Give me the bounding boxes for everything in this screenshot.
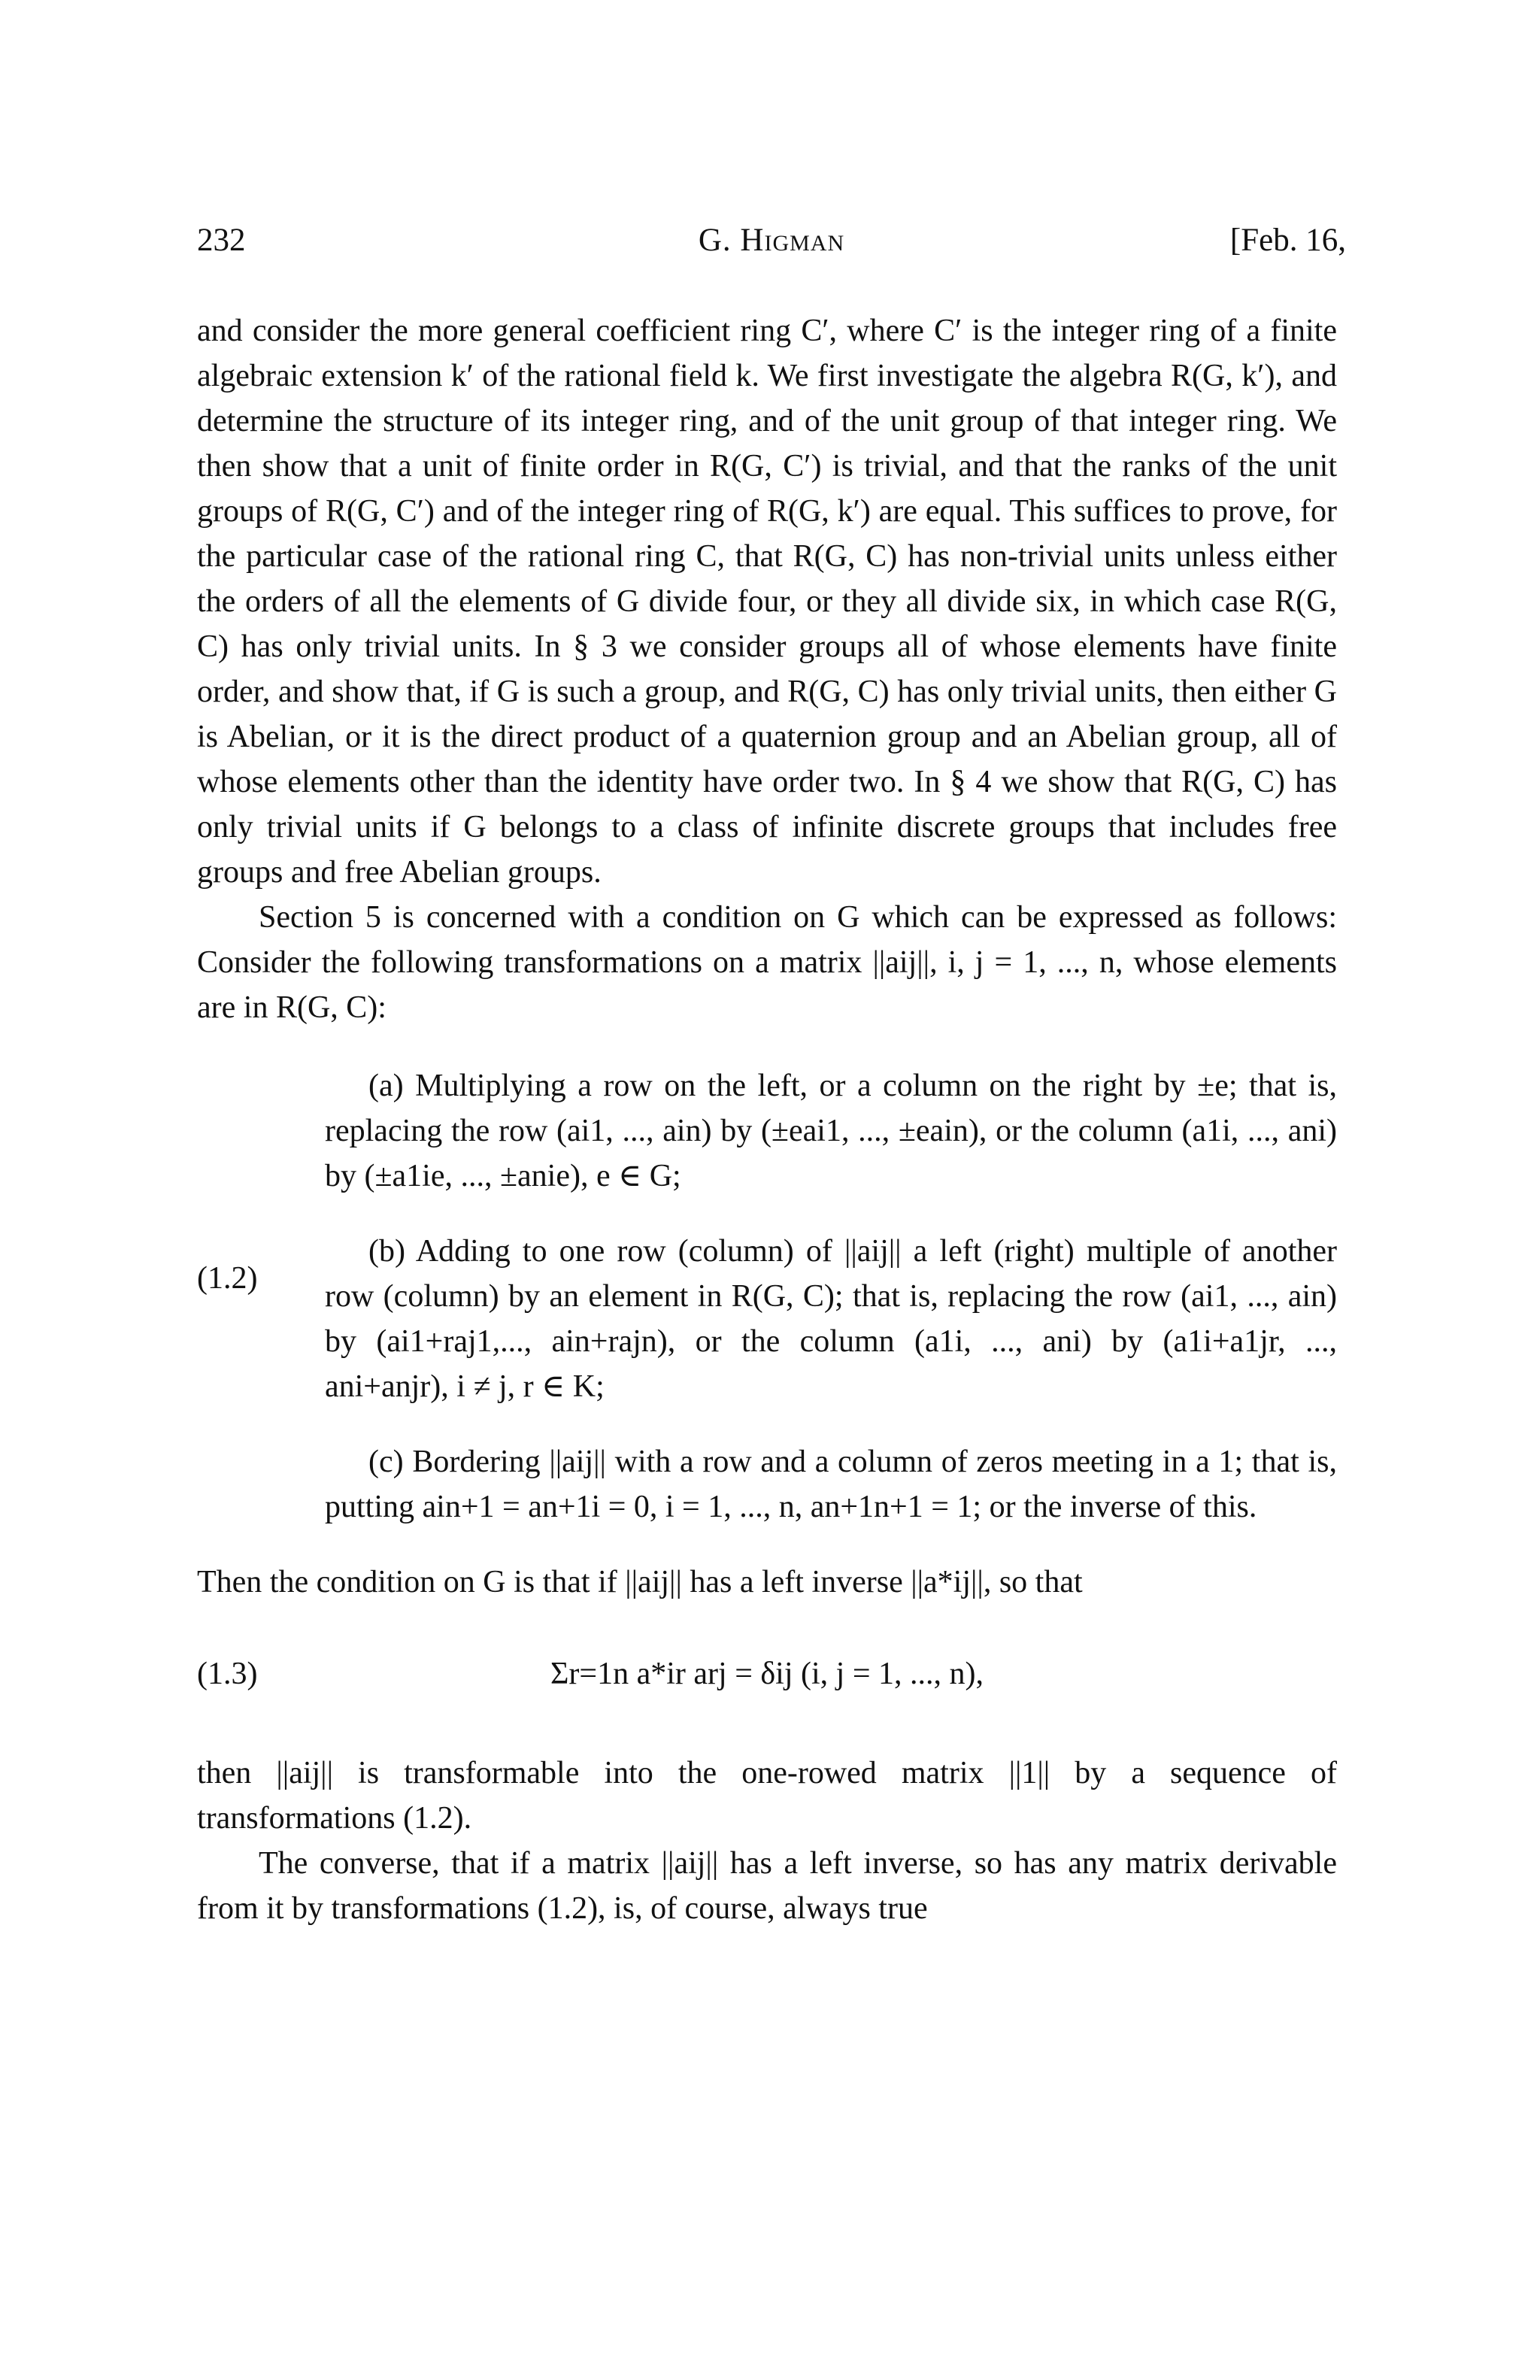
condition-sentence: Then the condition on G is that if ||aij|| has a left inverse ||a*ij||, so that bbox=[197, 1565, 1083, 1599]
transformation-b-text: (b) Adding to one row (column) of ||aij|| a left (right) multiple of another row (column) by an element in R(G, C); that is, replacing the row (ai1, ..., ain) by (ai1+raj1,..., ain+rajn), or the column (a1i, ..., ani) by (a1i+a1jr, ..., ani+anjr), i ≠ j, r ∈ K; bbox=[325, 1234, 1337, 1404]
transformation-a bbox=[197, 1063, 1337, 1199]
paragraph-2: Section 5 is concerned with a condition on G which can be expressed as follows: Consider the following transformations on a matrix ||aij||, i, j = 1, ..., n, whose elements are in R(G, C): bbox=[197, 900, 1337, 1025]
equation-formula: Σr=1n a*ir arj = δij (i, j = 1, ..., n), bbox=[550, 1657, 984, 1691]
transformation-a-text: (a) Multiplying a row on the left, or a column on the right by ±e; that is, replacing the row (ai1, ..., ain) by (±eai1, ..., ±eain), or the column (a1i, ..., ani) by (±a1ie, ..., ±anie), e ∈ G; bbox=[325, 1069, 1337, 1193]
paragraph-4: The converse, that if a matrix ||aij|| has a left inverse, so has any matrix derivable from it by transformations (1.2), is, of course, always true bbox=[197, 1846, 1337, 1926]
running-title: G. Higman bbox=[698, 223, 845, 258]
equation-number: (1.3) bbox=[197, 1657, 258, 1691]
issue-date: [Feb. 16, bbox=[1229, 223, 1346, 258]
page-body bbox=[197, 308, 1337, 1931]
transformation-c-text: (c) Bordering ||aij|| with a row and a column of zeros meeting in a 1; that is, putting ain+1 = an+1i = 0, i = 1, ..., n, an+1n+1 = 1; or the inverse of this. bbox=[325, 1445, 1337, 1524]
paragraph-1: and consider the more general coefficient ring C′, where C′ is the integer ring of a finite algebraic extension k′ of the rational field k. We first investigate the algebra R(G, k′), and determine the structure of its integer ring, and of the unit group of that integer ring. We then show that a unit of finite order in R(G, C′) is trivial, and that the ranks of the unit groups of R(G, C′) and of the integer ring of R(G, k′) are equal. This suffices to prove, for the particular case of the rational ring C, that R(G, C) has non-trivial units unless either the orders of all the elements of G divide four, or they all divide six, in which case R(G, C) has only trivial units. In § 3 we consider groups all of whose elements have finite order, and show that, if G is such a group, and R(G, C) has only trivial units, then either G is Abelian, or it is the direct product of a quaternion group and an Abelian group, all of whose elements other than the identity have order two. In § 4 we show that R(G, C) has only trivial units if G belongs to a class of infinite discrete groups that includes free groups and free Abelian groups. bbox=[197, 314, 1337, 890]
equation-1-3 bbox=[197, 1618, 1337, 1731]
transformations-list bbox=[197, 1063, 1337, 1530]
page-number: 232 bbox=[197, 223, 246, 258]
paragraph-3: then ||aij|| is transformable into the one-rowed matrix ||1|| by a sequence of transformations (1.2). bbox=[197, 1756, 1337, 1836]
transformation-b bbox=[197, 1229, 1337, 1409]
equation-label-1-2: (1.2) bbox=[197, 1261, 258, 1296]
transformation-c bbox=[197, 1439, 1337, 1530]
